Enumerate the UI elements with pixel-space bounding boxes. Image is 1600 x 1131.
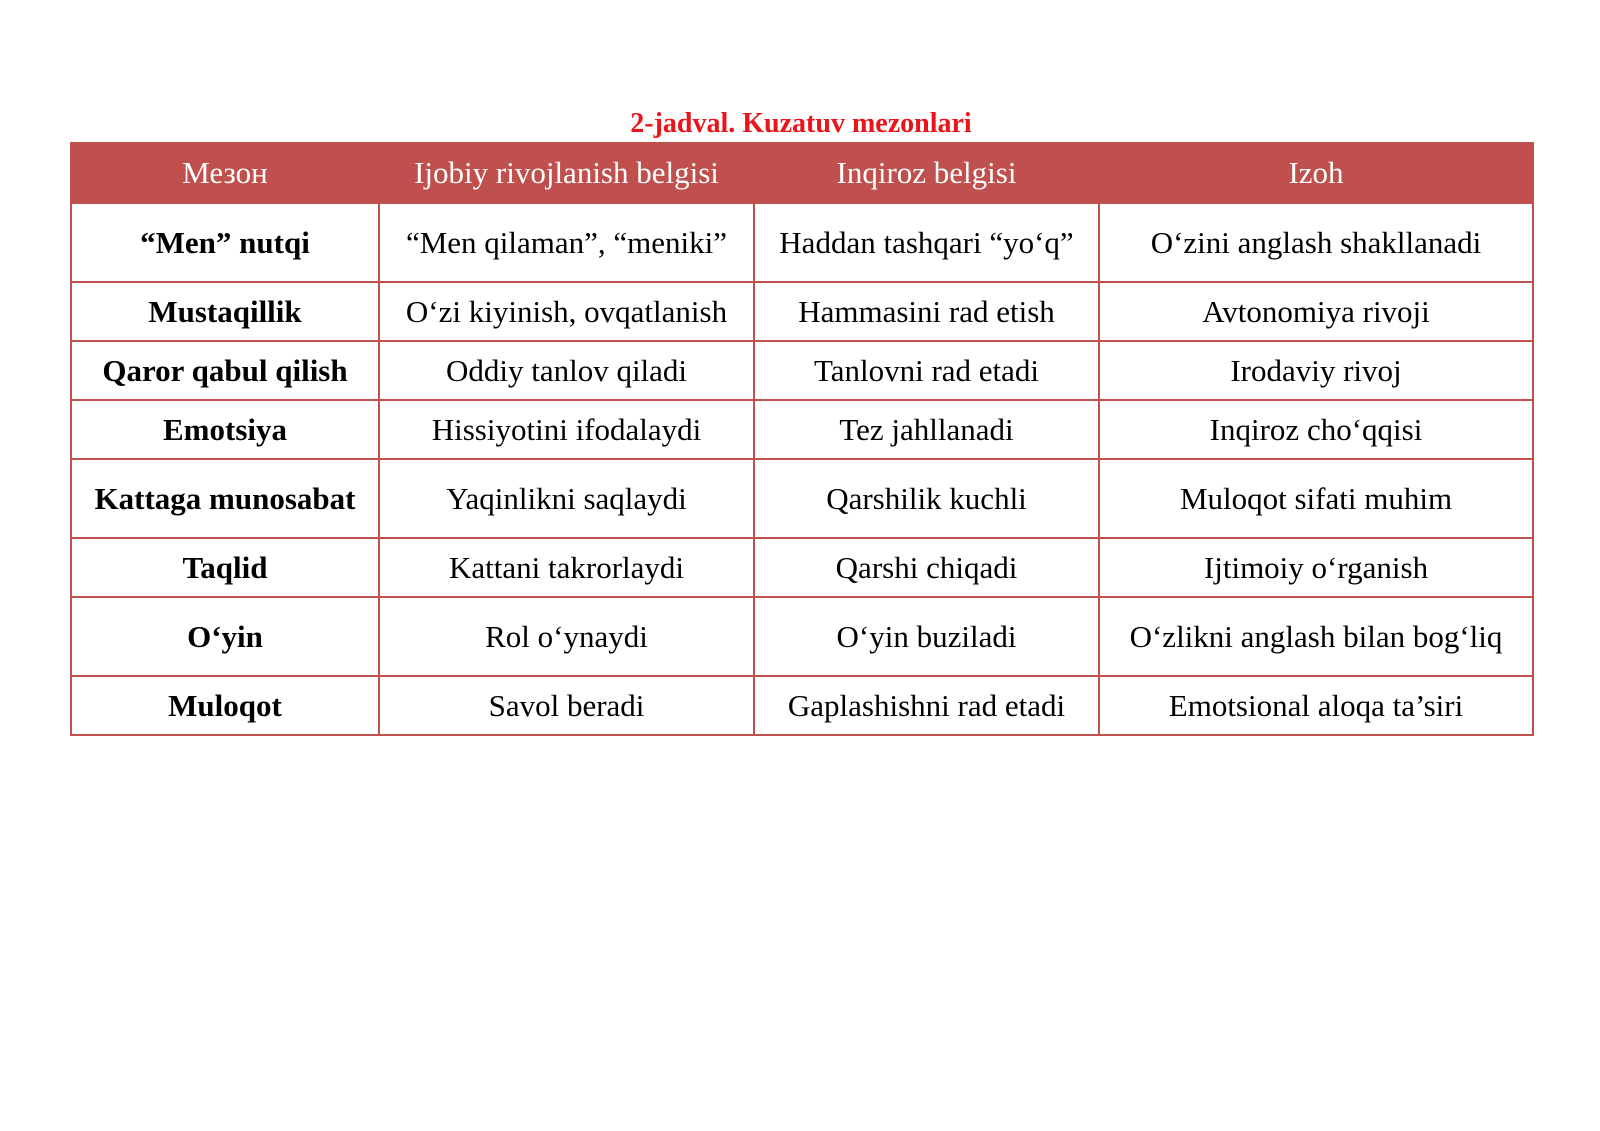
header-comment: Izoh	[1099, 143, 1533, 203]
table-row	[71, 203, 1533, 282]
header-positive-sign: Ijobiy rivojlanish belgisi	[379, 143, 754, 203]
crisis-cell: Qarshilik kuchli	[754, 459, 1099, 538]
comment-cell: Irodaviy rivoj	[1099, 341, 1533, 400]
comment-cell: Muloqot sifati muhim	[1099, 459, 1533, 538]
table-caption: 2-jadval. Kuzatuv mezonlari	[630, 108, 972, 139]
criterion-cell: “Men” nutqi	[71, 203, 379, 282]
criterion-cell: Mustaqillik	[71, 282, 379, 341]
crisis-cell: Haddan tashqari “yo‘q”	[754, 203, 1099, 282]
positive-cell: Hissiyotini ifodalaydi	[379, 400, 754, 459]
positive-cell: “Men qilaman”, “meniki”	[379, 203, 754, 282]
crisis-cell: O‘yin buziladi	[754, 597, 1099, 676]
positive-cell: Kattani takrorlaydi	[379, 538, 754, 597]
header-crisis-sign: Inqiroz belgisi	[754, 143, 1099, 203]
positive-cell: Savol beradi	[379, 676, 754, 735]
criterion-cell: Qaror qabul qilish	[71, 341, 379, 400]
table-row	[71, 341, 1533, 400]
criterion-cell: Emotsiya	[71, 400, 379, 459]
criteria-table	[70, 142, 1534, 736]
positive-cell: Oddiy tanlov qiladi	[379, 341, 754, 400]
table-row	[71, 459, 1533, 538]
positive-cell: O‘zi kiyinish, ovqatlanish	[379, 282, 754, 341]
table-row	[71, 597, 1533, 676]
criterion-cell: Taqlid	[71, 538, 379, 597]
comment-cell: Emotsional aloqa ta’siri	[1099, 676, 1533, 735]
table-row	[71, 676, 1533, 735]
criterion-cell: Kattaga munosabat	[71, 459, 379, 538]
table-row	[71, 400, 1533, 459]
crisis-cell: Hammasini rad etish	[754, 282, 1099, 341]
criterion-cell: Muloqot	[71, 676, 379, 735]
comment-cell: Ijtimoiy o‘rganish	[1099, 538, 1533, 597]
comment-cell: Avtonomiya rivoji	[1099, 282, 1533, 341]
positive-cell: Yaqinlikni saqlaydi	[379, 459, 754, 538]
header-criterion: Мезон	[71, 143, 379, 203]
crisis-cell: Gaplashishni rad etadi	[754, 676, 1099, 735]
table-row	[71, 282, 1533, 341]
crisis-cell: Tanlovni rad etadi	[754, 341, 1099, 400]
criterion-cell: O‘yin	[71, 597, 379, 676]
positive-cell: Rol o‘ynaydi	[379, 597, 754, 676]
comment-cell: O‘zini anglash shakllanadi	[1099, 203, 1533, 282]
crisis-cell: Tez jahllanadi	[754, 400, 1099, 459]
table-row	[71, 538, 1533, 597]
comment-cell: O‘zlikni anglash bilan bog‘liq	[1099, 597, 1533, 676]
table-header-row	[71, 143, 1533, 203]
crisis-cell: Qarshi chiqadi	[754, 538, 1099, 597]
comment-cell: Inqiroz cho‘qqisi	[1099, 400, 1533, 459]
